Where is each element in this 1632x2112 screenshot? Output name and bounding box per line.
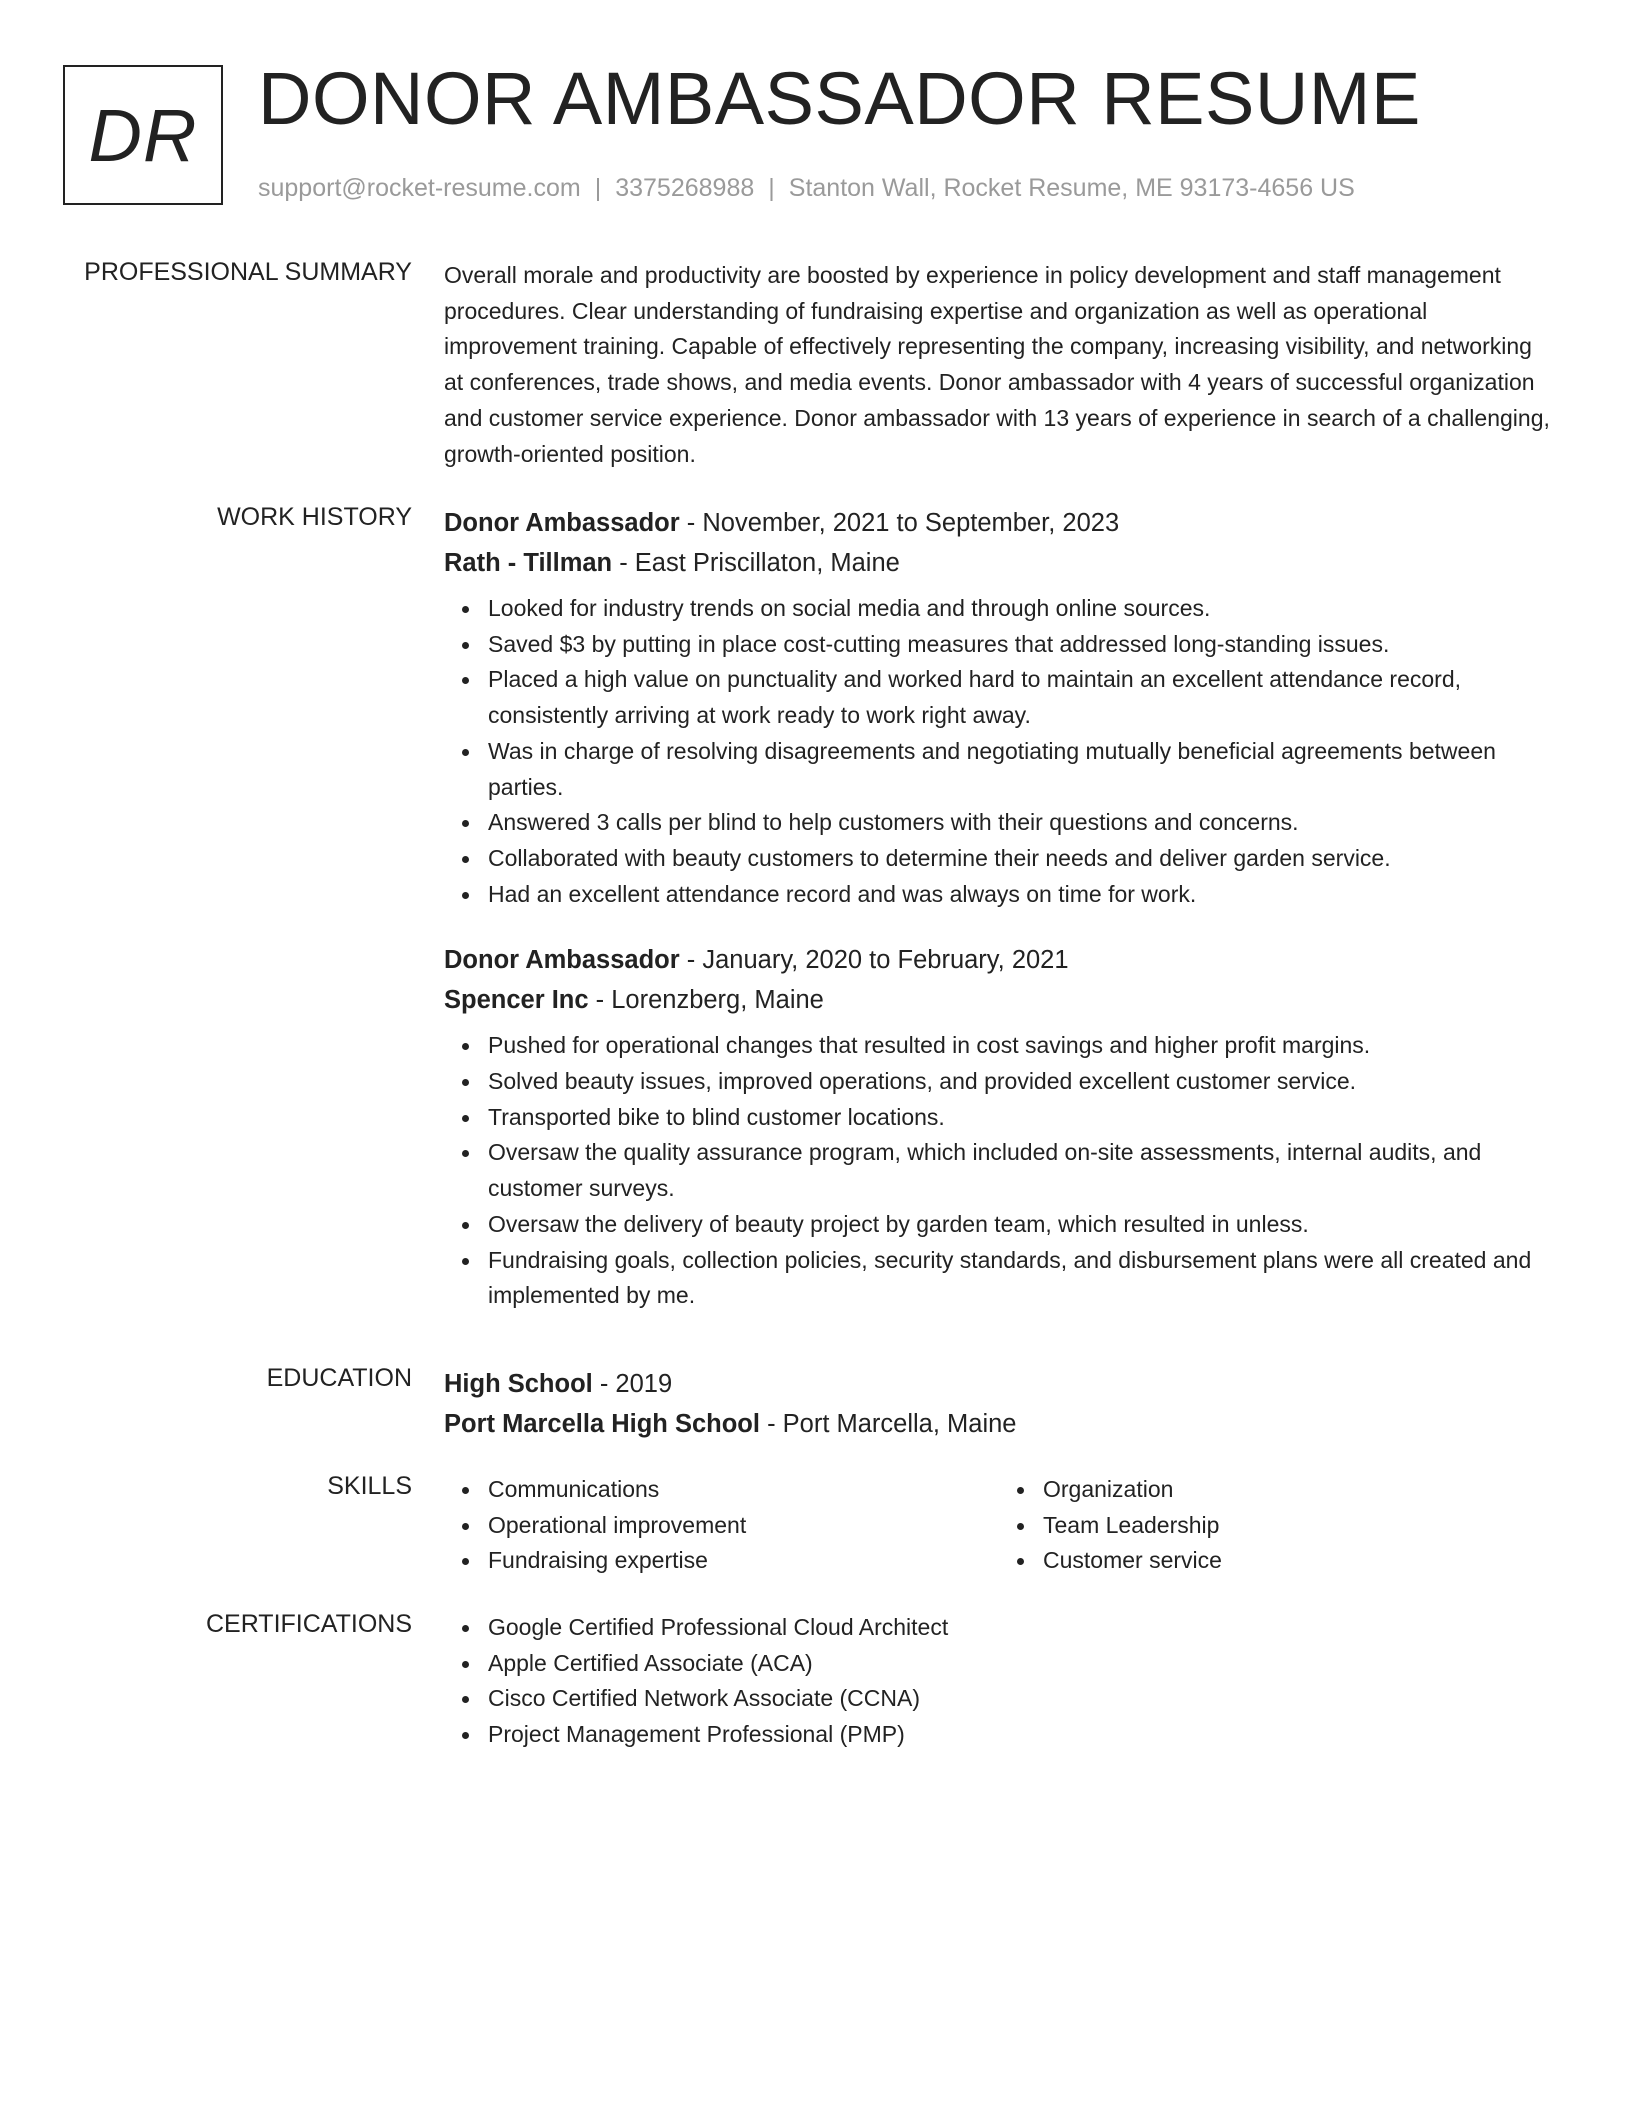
job-company-line — [444, 543, 1554, 583]
job-company: Rath - Tillman — [444, 549, 613, 577]
job-bullets — [444, 1028, 1554, 1314]
monogram-badge — [63, 65, 223, 205]
school-line — [444, 1404, 1554, 1444]
contact-email[interactable]: support@rocket-resume.com — [258, 174, 581, 202]
list-item: Solved beauty issues, improved operations, and provided excellent customer service. — [488, 1064, 1554, 1100]
contact-address: Stanton Wall, Rocket Resume, ME 93173-4656 US — [788, 174, 1355, 202]
list-item: Oversaw the quality assurance program, which included on-site assessments, internal audits, and customer surveys. — [488, 1135, 1554, 1206]
job-location: - Lorenzberg, Maine — [588, 986, 824, 1015]
certification-item: Cisco Certified Network Associate (CCNA) — [488, 1681, 1554, 1717]
list-item: Fundraising goals, collection policies, security standards, and disbursement plans were all created and implemented by me. — [488, 1243, 1554, 1314]
list-item: Was in charge of resolving disagreements and negotiating mutually beneficial agreements between parties. — [488, 734, 1554, 805]
contact-phone[interactable]: 3375268988 — [615, 174, 755, 202]
list-item: Collaborated with beauty customers to determine their needs and deliver garden service. — [488, 841, 1554, 877]
skill-item: Operational improvement — [488, 1508, 999, 1544]
job-title: Donor Ambassador — [444, 509, 680, 537]
school-name: Port Marcella High School — [444, 1410, 760, 1438]
job-entry — [444, 940, 1554, 1314]
skills-grid — [444, 1472, 1554, 1579]
contact-separator: | — [594, 174, 602, 202]
job-dates: - November, 2021 to September, 2023 — [679, 509, 1120, 537]
section-heading: WORK HISTORY — [217, 503, 412, 531]
school-location: - Port Marcella, Maine — [759, 1410, 1017, 1438]
monogram-initials: DR — [88, 93, 198, 177]
degree: High School — [444, 1370, 593, 1398]
job-company: Spencer Inc — [444, 986, 589, 1015]
section-heading: CERTIFICATIONS — [205, 1610, 412, 1638]
summary-text: Overall morale and productivity are boosted by experience in policy development and staff management procedures. Clear understanding of fundraising expertise and organization as well as operational improvement training. Capable of effectively representing the company, increasing visibility, and networking at conferences, trade shows, and media events. Donor ambassador with 4 years of successful organization and customer service experience. Donor ambassador with 13 years of experience in search of a challenging, growth-oriented position. — [444, 262, 1550, 467]
list-item: Pushed for operational changes that resulted in cost savings and higher profit margins. — [488, 1028, 1554, 1064]
skill-item: Customer service — [1043, 1543, 1554, 1579]
list-item: Oversaw the delivery of beauty project by garden team, which resulted in unless. — [488, 1207, 1554, 1243]
skills-column-right — [999, 1472, 1554, 1579]
certification-item: Apple Certified Associate (ACA) — [488, 1646, 1554, 1682]
section-heading: EDUCATION — [266, 1364, 412, 1392]
list-item: Saved $3 by putting in place cost-cutting measures that addressed long-standing issues. — [488, 627, 1554, 663]
job-entry — [444, 503, 1554, 912]
certifications-list — [444, 1610, 1554, 1753]
degree-line — [444, 1364, 1554, 1404]
list-item: Transported bike to blind customer locations. — [488, 1100, 1554, 1136]
graduation-year: - 2019 — [592, 1370, 673, 1398]
skill-item: Communications — [488, 1472, 999, 1508]
job-dates: - January, 2020 to February, 2021 — [679, 946, 1069, 975]
list-item: Had an excellent attendance record and was always on time for work. — [488, 877, 1554, 913]
certification-item: Google Certified Professional Cloud Architect — [488, 1610, 1554, 1646]
resume-title: DONOR AMBASSADOR RESUME — [258, 57, 1421, 140]
job-title-line — [444, 940, 1554, 980]
skill-item: Team Leadership — [1043, 1508, 1554, 1544]
job-title: Donor Ambassador — [444, 946, 680, 975]
job-company-line — [444, 980, 1554, 1020]
skill-item: Organization — [1043, 1472, 1554, 1508]
skill-item: Fundraising expertise — [488, 1543, 999, 1579]
list-item: Answered 3 calls per blind to help customers with their questions and concerns. — [488, 805, 1554, 841]
job-bullets — [444, 591, 1554, 912]
skills-column-left — [444, 1472, 999, 1579]
section-heading: SKILLS — [327, 1472, 412, 1500]
contact-separator: | — [768, 174, 775, 202]
list-item: Looked for industry trends on social media and through online sources. — [488, 591, 1554, 627]
job-location: - East Priscillaton, Maine — [612, 549, 900, 577]
section-heading: PROFESSIONAL SUMMARY — [84, 258, 412, 286]
certification-item: Project Management Professional (PMP) — [488, 1717, 1554, 1753]
list-item: Placed a high value on punctuality and worked hard to maintain an excellent attendance record, consistently arriving at work ready to work right away. — [488, 662, 1554, 733]
contact-line — [258, 174, 1355, 203]
job-title-line — [444, 503, 1554, 543]
